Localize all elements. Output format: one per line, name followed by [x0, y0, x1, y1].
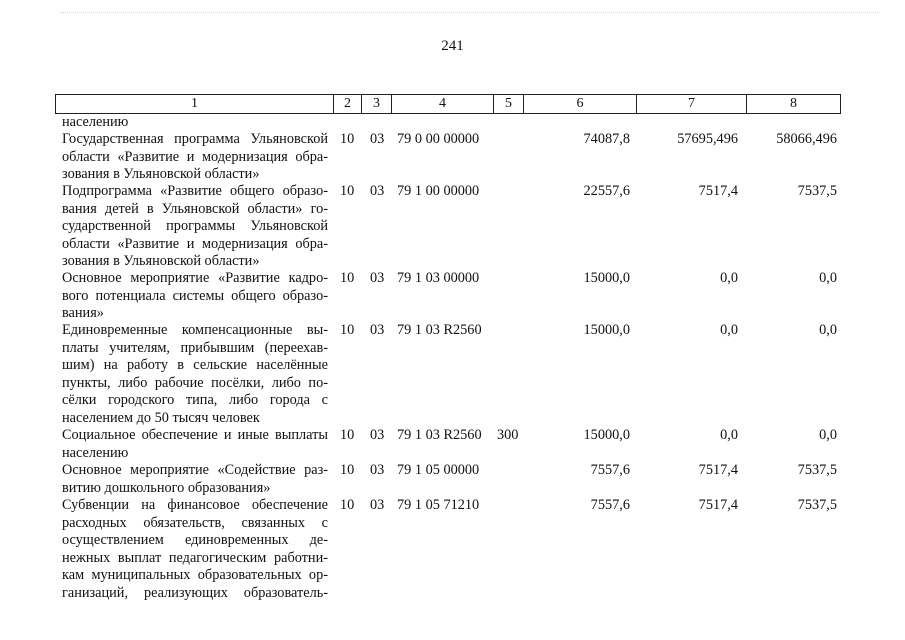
cell-value-8: 0,0: [819, 270, 837, 286]
description-line: сударственной программы Ульяновской: [62, 218, 328, 234]
row-description: [62, 322, 328, 427]
cell-pr: 03: [370, 427, 385, 443]
description-line: вого потенциала системы общего образо-: [62, 287, 328, 304]
description-line: вания»: [62, 305, 104, 321]
cell-value-7: 0,0: [720, 270, 738, 286]
cell-rz: 10: [340, 462, 355, 478]
cell-value-7: 57695,496: [677, 131, 738, 147]
cell-value-8: 0,0: [819, 427, 837, 443]
description-line: Социальное обеспечение и иные выплаты: [62, 427, 328, 443]
row-description: [62, 270, 328, 323]
scan-artifact-line: [60, 12, 880, 15]
cell-value-8: 7537,5: [797, 462, 837, 478]
cell-csr: 79 1 03 00000: [397, 270, 480, 286]
cell-rz: 10: [340, 497, 355, 513]
header-col-7: 7: [637, 95, 747, 113]
cell-rz: 10: [340, 322, 355, 338]
cell-value-7: 0,0: [720, 322, 738, 338]
cell-value-8: 58066,496: [776, 131, 837, 147]
header-col-3: 3: [362, 95, 392, 113]
cell-value-6: 22557,6: [583, 183, 630, 199]
description-line: зования в Ульяновской области»: [62, 166, 260, 182]
cell-value-6: 15000,0: [583, 427, 630, 443]
header-col-2: 2: [334, 95, 362, 113]
cell-value-6: 7557,6: [590, 497, 630, 513]
description-line: Единовременные компенсационные вы-: [62, 322, 328, 338]
cell-rz: 10: [340, 183, 355, 199]
cell-value-6: 15000,0: [583, 322, 630, 338]
cell-value-7: 0,0: [720, 427, 738, 443]
cell-vr: 300: [497, 427, 519, 443]
cell-csr: 79 1 03 R2560: [397, 427, 482, 443]
page-number: 241: [441, 38, 464, 54]
cell-rz: 10: [340, 131, 355, 147]
cell-value-7: 7517,4: [698, 497, 738, 513]
row-description: [62, 183, 328, 271]
cell-rz: 10: [340, 270, 355, 286]
header-col-8: 8: [790, 96, 797, 111]
description-line: населению: [62, 114, 129, 130]
description-line: населению: [62, 444, 129, 461]
cell-csr: 79 0 00 00000: [397, 131, 480, 147]
cell-csr: 79 1 03 R2560: [397, 322, 482, 338]
row-description: [62, 114, 328, 132]
cell-csr: 79 1 05 71210: [397, 497, 480, 513]
description-line: шим) на работу в сельские населённые: [62, 357, 328, 373]
description-line: платы учителям, прибывшим (переехав-: [62, 339, 328, 356]
description-line: нежных выплат педагогическим работни-: [62, 549, 328, 566]
header-col-5: 5: [494, 95, 524, 113]
cell-value-8: 7537,5: [797, 183, 837, 199]
header-col-1: 1: [56, 95, 334, 113]
cell-rz: 10: [340, 427, 355, 443]
cell-csr: 79 1 00 00000: [397, 183, 480, 199]
header-col-6: 6: [524, 95, 637, 113]
description-line: Субвенции на финансовое обеспечение: [62, 497, 328, 513]
header-col-4: 4: [392, 95, 494, 113]
cell-pr: 03: [370, 497, 385, 513]
row-description: [62, 462, 328, 497]
description-line: кам муниципальных образовательных ор-: [62, 567, 328, 583]
cell-value-6: 15000,0: [583, 270, 630, 286]
row-description: [62, 427, 328, 462]
cell-value-7: 7517,4: [698, 462, 738, 478]
description-line: осуществлением единовременных де-: [62, 532, 328, 548]
description-line: Подпрограмма «Развитие общего образо-: [62, 183, 328, 199]
table-header: [55, 94, 841, 114]
description-line: населением до 50 тысяч человек: [62, 409, 260, 426]
description-line: расходных обязательств, связанных с: [62, 514, 328, 531]
cell-value-6: 74087,8: [583, 131, 630, 147]
description-line: области «Развитие и модернизация обра-: [62, 235, 328, 252]
description-line: витию дошкольного образования»: [62, 479, 271, 496]
description-line: области «Развитие и модернизация обра-: [62, 148, 328, 165]
description-line: Основное мероприятие «Содействие раз-: [62, 462, 328, 478]
cell-pr: 03: [370, 322, 385, 338]
cell-value-7: 7517,4: [698, 183, 738, 199]
description-line: зования в Ульяновской области»: [62, 253, 260, 269]
description-line: пункты, либо рабочие посёлки, либо по-: [62, 374, 328, 391]
row-description: [62, 497, 328, 602]
cell-pr: 03: [370, 183, 385, 199]
description-line: Основное мероприятие «Развитие кадро-: [62, 270, 328, 286]
cell-csr: 79 1 05 00000: [397, 462, 480, 478]
cell-pr: 03: [370, 270, 385, 286]
cell-value-8: 0,0: [819, 322, 837, 338]
description-line: Государственная программа Ульяновской: [62, 131, 328, 147]
cell-pr: 03: [370, 462, 385, 478]
row-description: [62, 131, 328, 184]
description-line: ганизаций, реализующих образователь-: [62, 584, 328, 601]
cell-value-6: 7557,6: [590, 462, 630, 478]
cell-pr: 03: [370, 131, 385, 147]
cell-value-8: 7537,5: [797, 497, 837, 513]
description-line: сёлки городского типа, либо города с: [62, 392, 328, 408]
description-line: вания детей в Ульяновской области» го-: [62, 200, 328, 217]
